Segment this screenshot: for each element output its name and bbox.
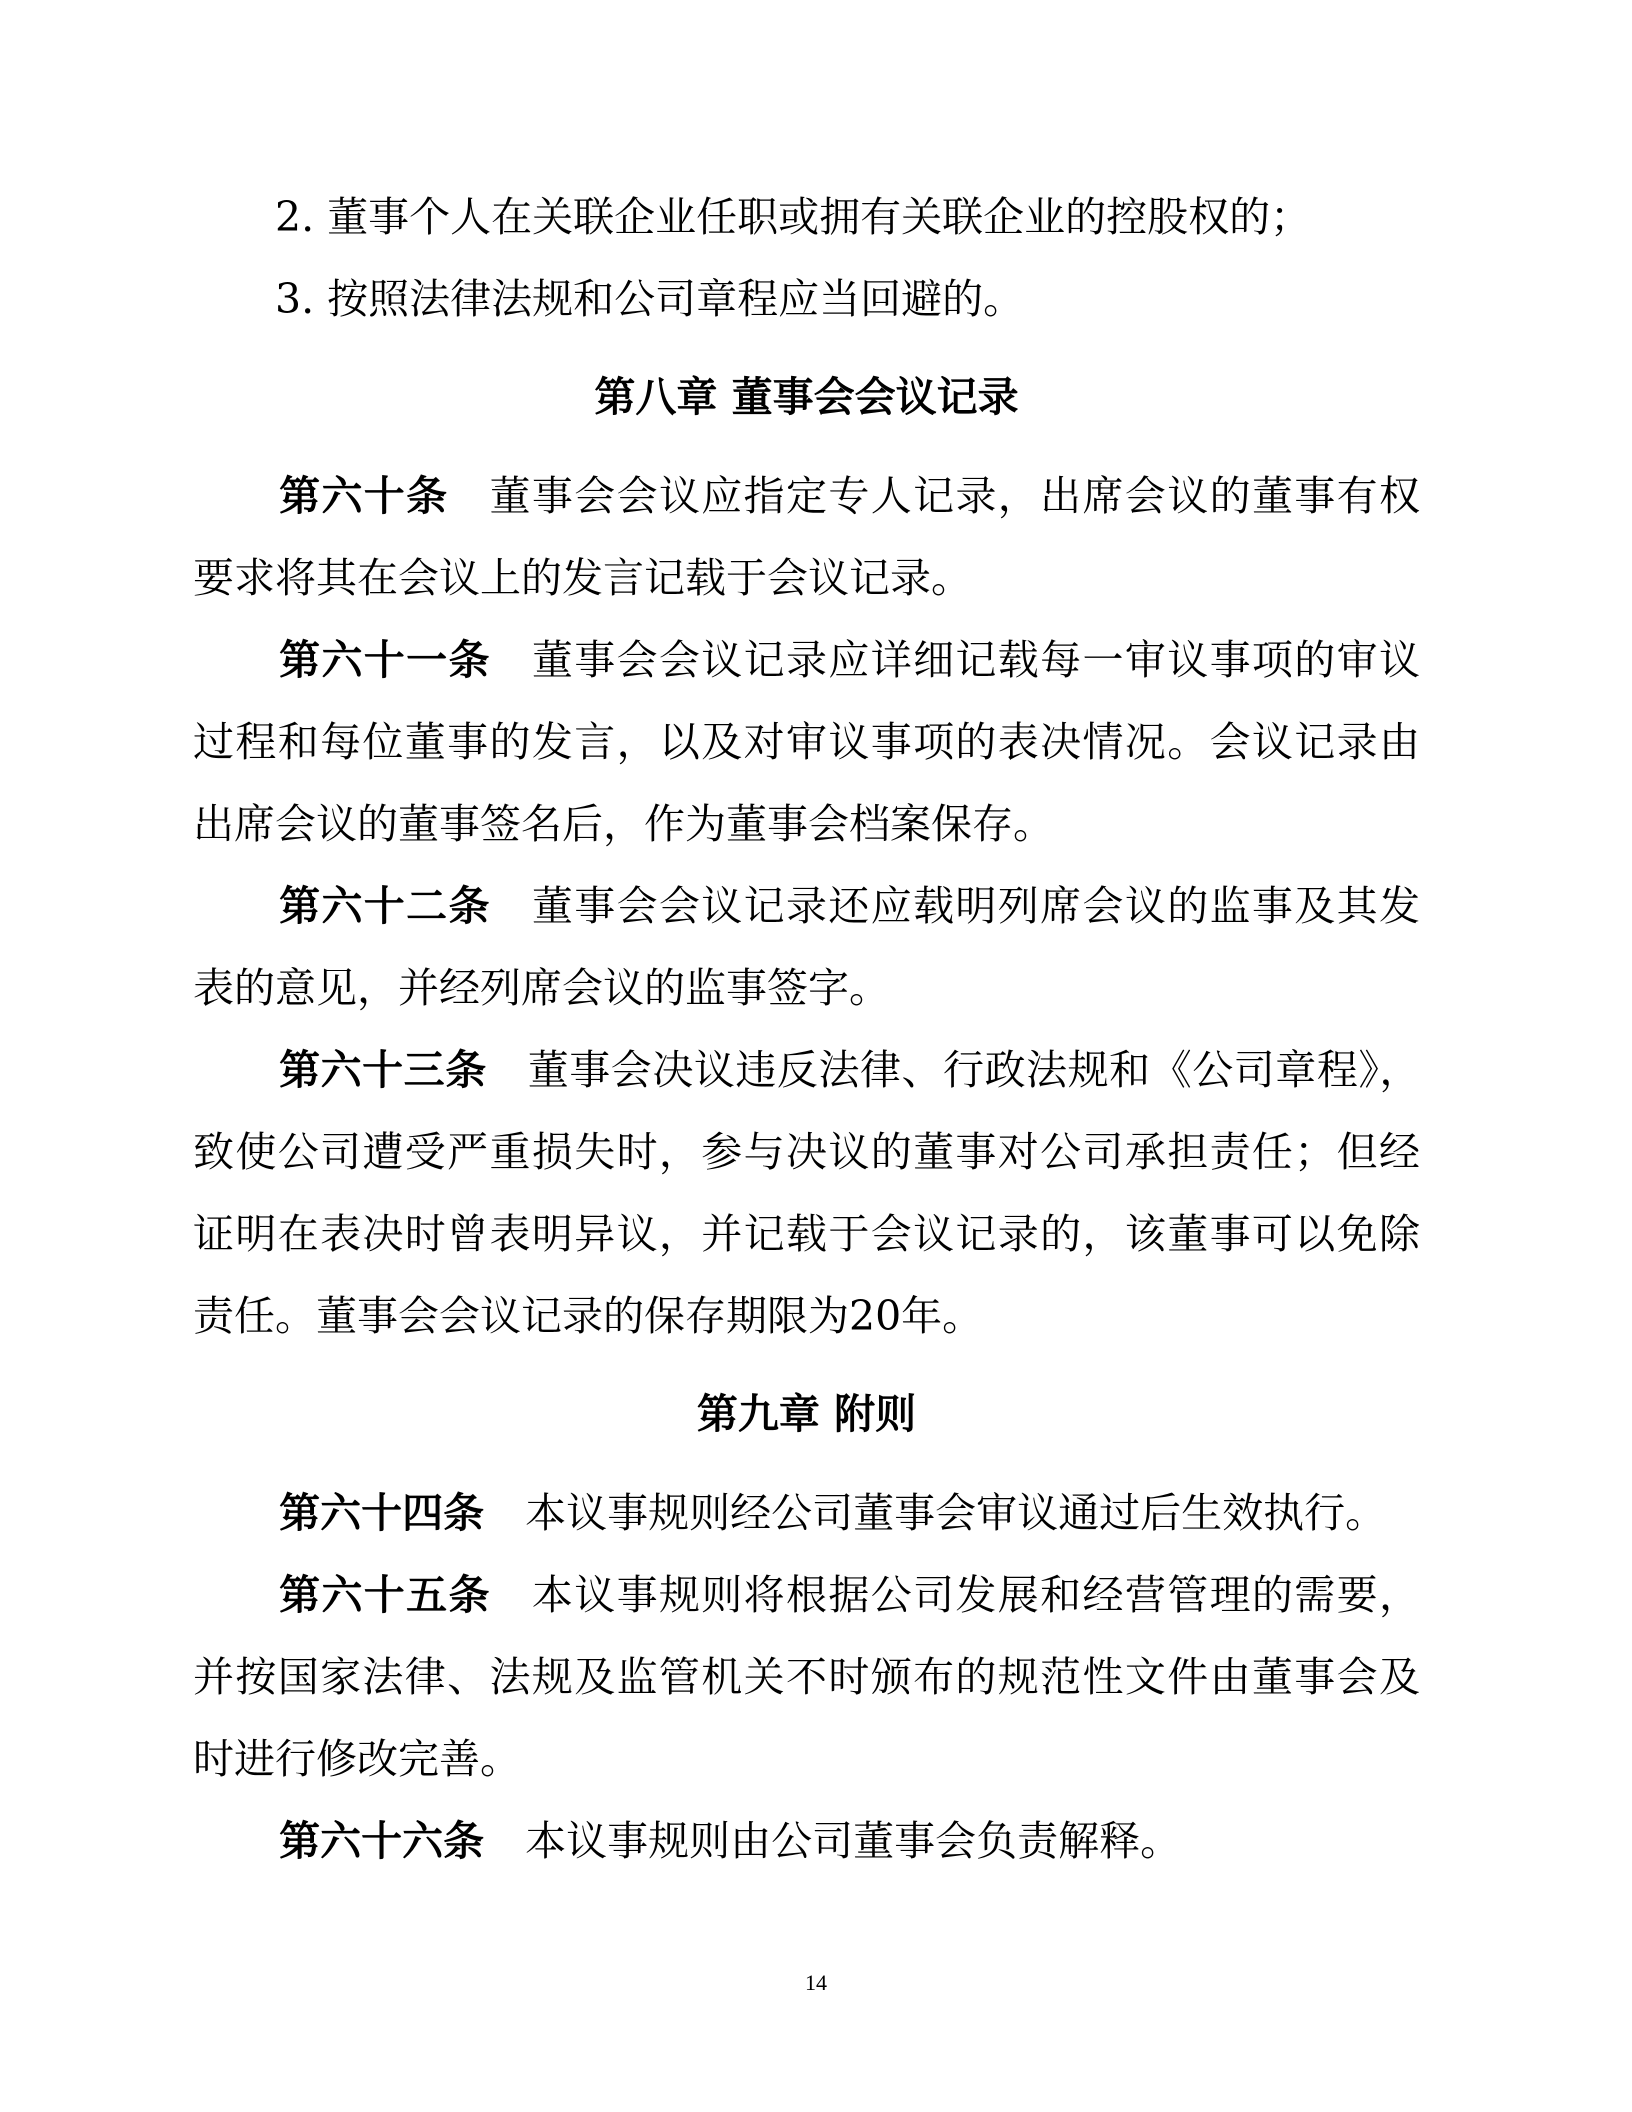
article-line: 时进行修改完善。: [193, 1735, 521, 1783]
article-text: 董事会会议记录应详细记载每一审议事项的审议: [531, 636, 1420, 684]
article-66: [193, 1800, 1420, 1882]
article-label: 第六十一条: [279, 636, 491, 684]
article-label: 第六十五条: [279, 1571, 491, 1619]
article-first-line: [193, 619, 1420, 701]
article-62: [193, 865, 1420, 1029]
article-first-line: [193, 1800, 1420, 1882]
article-text: 董事会会议记录还应载明列席会议的监事及其发: [531, 882, 1420, 930]
chapter-9: [193, 1373, 1420, 1882]
article-label: 第六十二条: [279, 882, 491, 930]
article-60: [193, 455, 1420, 619]
article-first-line: [193, 1554, 1420, 1636]
article-line: 表的意见，并经列席会议的监事签字。: [193, 964, 890, 1012]
list-item: 3. 按照法律法规和公司章程应当回避的。: [275, 275, 1025, 323]
article-line: 出席会议的董事签名后，作为董事会档案保存。: [193, 800, 1054, 848]
article-line: 过程和每位董事的发言，以及对审议事项的表决情况。会议记录由: [193, 718, 1420, 766]
article-63: [193, 1029, 1420, 1357]
article-text: 董事会会议应指定专人记录，出席会议的董事有权: [489, 472, 1421, 520]
article-line: 要求将其在会议上的发言记载于会议记录。: [193, 554, 972, 602]
article-label: 第六十条: [279, 472, 449, 520]
article-65: [193, 1554, 1420, 1800]
article-label: 第六十六条: [279, 1817, 485, 1865]
article-text: 本议事规则经公司董事会审议通过后生效执行。: [525, 1489, 1387, 1537]
chapter-8: [193, 356, 1420, 1357]
article-first-line: [193, 1029, 1420, 1111]
article-first-line: [193, 865, 1420, 947]
page-number: 14: [805, 1970, 827, 1995]
article-line: 致使公司遭受严重损失时，参与决议的董事对公司承担责任；但经: [193, 1128, 1420, 1176]
article-line: 并按国家法律、法规及监管机关不时颁布的规范性文件由董事会及: [193, 1653, 1420, 1701]
article-first-line: [193, 455, 1420, 537]
article-line: 责任。董事会会议记录的保存期限为20年。: [193, 1292, 984, 1340]
chapter-heading: 第九章 附则: [696, 1390, 917, 1438]
article-first-line: [193, 1472, 1420, 1554]
article-64: [193, 1472, 1420, 1554]
article-text: 本议事规则将根据公司发展和经营管理的需要，: [531, 1571, 1420, 1619]
article-label: 第六十四条: [279, 1489, 485, 1537]
article-61: [193, 619, 1420, 865]
article-text: 董事会决议违反法律、行政法规和《公司章程》，: [527, 1046, 1420, 1094]
article-label: 第六十三条: [279, 1046, 487, 1094]
list-item: 2. 董事个人在关联企业任职或拥有关联企业的控股权的；: [275, 193, 1312, 241]
article-line: 证明在表决时曾表明异议，并记载于会议记录的，该董事可以免除: [193, 1210, 1420, 1258]
chapter-heading: 第八章 董事会会议记录: [594, 373, 1019, 421]
document-page: [193, 176, 1420, 1882]
article-text: 本议事规则由公司董事会负责解释。: [525, 1817, 1182, 1865]
